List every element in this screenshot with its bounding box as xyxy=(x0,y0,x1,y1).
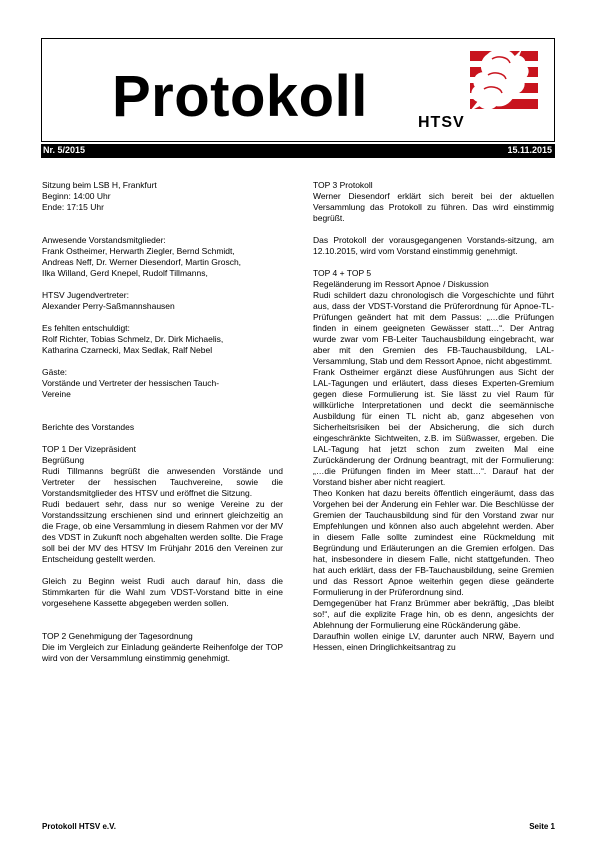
meeting-location: Sitzung beim LSB H, Frankfurt xyxy=(42,180,157,190)
top45-title: TOP 4 + TOP 5 xyxy=(313,268,372,278)
top1-paragraph: Rudi Tillmanns begrüßt die anwesenden Vorstände und Vertreter der hessischen Tauchvereine, sowie die Vorstandsmitglieder des HTSV und eröffnet die Sitzung. xyxy=(42,466,283,498)
guests-line: Vereine xyxy=(42,389,71,399)
htsv-lion-logo xyxy=(418,45,540,115)
board-members-line: Frank Ostheimer, Herwarth Ziegler, Bernd Schmidt, xyxy=(42,246,235,256)
footer-org: Protokoll HTSV e.V. xyxy=(42,822,116,831)
protocol-number: Nr. 5/2015 xyxy=(43,145,86,155)
top3-paragraph: Werner Diesendorf erklärt sich bereit bei der aktuellen Versammlung das Protokoll zu führen. Das wird einstimmig begrüßt. xyxy=(313,191,554,223)
top45-paragraph: Demgegenüber hat Franz Brümmer aber bekräftig, „Das bleibt so!“, auf die explizite Frage hin, ob es denn, angesichts der Ablehnung der Formulierung eine Rückänderung gäbe. xyxy=(313,598,554,630)
protocol-date: 15.11.2015 xyxy=(507,145,552,155)
left-column xyxy=(42,180,283,664)
top1-subtitle: Begrüßung xyxy=(42,455,85,465)
guests-heading: Gäste: xyxy=(42,367,68,377)
footer-page-number: Seite 1 xyxy=(529,822,555,831)
excused-heading: Es fehlten entschuldigt: xyxy=(42,323,130,333)
top45-paragraph: Rudi schildert dazu chronologisch die Vorgeschichte und führt aus, dass der VDST-Vorstand die Prüferordnung für Apnoe-TL-Prüfungen geändert hat mit dem Passus: „…die Prüfungen finden in einem geeigneten Gewässer statt…“. Der Antrag wurde zwar vom FB-Leiter Tauchausbildung eingebracht, war aber mit den Gremien des FB-Tauchausbildung, LAL-Versammlung, Stab und dem Ressort Apnoe, nicht abgestimmt. xyxy=(313,290,554,366)
reports-heading: Berichte des Vorstandes xyxy=(42,422,135,432)
excused-line: Rolf Richter, Tobias Schmelz, Dr. Dirk Michaelis, xyxy=(42,334,224,344)
header-box xyxy=(41,38,555,142)
excused-line: Katharina Czarnecki, Max Sedlak, Ralf Nebel xyxy=(42,345,213,355)
header-bar xyxy=(41,144,555,158)
top2-title: TOP 2 Genehmigung der Tagesordnung xyxy=(42,631,193,641)
board-heading: Anwesende Vorstandsmitglieder: xyxy=(42,235,166,245)
top3-paragraph: Das Protokoll der vorausgegangenen Vorstands-sitzung, am 12.10.2015, wird vom Vorstand einstimmig genehmigt. xyxy=(313,235,554,256)
youth-name: Alexander Perry-Saßmannshausen xyxy=(42,301,175,311)
top1-paragraph: Rudi bedauert sehr, dass nur so wenige Vereine zu der Vorstandssitzung erschienen sind und erinnert gleichzeitig an die Frage, ob eine Versammlung in diesem Rahmen vor der MV des VDST in Zukunft noch abgehalten werden sollte. Die Frage soll bei der MV des HTSV Im Frühjahr 2016 den Vereinen zur Entscheidung gestellt werden. xyxy=(42,499,283,564)
top2-paragraph: Die im Vergleich zur Einladung geänderte Reihenfolge der TOP wird von der Versammlung einstimmig genehmigt. xyxy=(42,642,283,663)
right-column xyxy=(313,180,554,653)
top3-title: TOP 3 Protokoll xyxy=(313,180,373,190)
meeting-end: Ende: 17:15 Uhr xyxy=(42,202,104,212)
page-title: Protokoll xyxy=(112,64,368,129)
top45-paragraph: Theo Konken hat dazu bereits öffentlich eingeräumt, dass das Vorgehen bei der Änderung ein Fehler war. Die Beschlüsse der Gremien der Tauchausbildung sind für den Vorstand zwar nur Empfehlungen und können also auch abgelehnt werden. Aber in diesem Falle sollte zumindest eine Rückmeldung mit Begründung und Erläuterungen an die Gremien erfolgen. Das hat, insbesondere in diesem Falle, nicht stattgefunden. Theo hat auch erklärt, dass der FB-Tauchausbildung, seine Gremien und das Ressort Apnoe weiterhin gegen diese geänderte Formulierung in der Prüferordnung sind. xyxy=(313,488,554,597)
top45-paragraph: Daraufhin wollen einige LV, darunter auch NRW, Bayern und Hessen, einen Dringlichkeitsantrag zu xyxy=(313,631,554,652)
board-members-line: Andreas Neff, Dr. Werner Diesendorf, Martin Grosch, xyxy=(42,257,242,267)
top45-paragraph: Frank Ostheimer ergänzt diese Ausführungen aus Sicht der LAL-Tagungen und erläutert, dass dieses Experten-Gremium gegen diese Formulierung ist. Sie lässt zu viel Raum für willkürliche Interpretationen und deckt die seemännische Ausbildung für einen TL nicht ab, ganz abgesehen von Sicherheitsrisiken bei der Absicherung, die sich durch eingeschränkte Sichtweiten, z.B. im Süßwasser, ergeben. Die LAL-Tagung hat jetzt schon zum zweiten Mal eine Zurückänderung der Ordnung beantragt, mit der Formulierung: „…die Prüfungen finden im Meer statt…“. Darauf hat der Vorstand bisher aber nicht reagiert. xyxy=(313,367,554,487)
youth-heading: HTSV Jugendvertreter: xyxy=(42,290,129,300)
top45-subtitle: Regeländerung im Ressort Apnoe / Diskussion xyxy=(313,279,489,289)
org-wordmark: HTSV xyxy=(418,114,465,131)
board-members-line: Ilka Willand, Gerd Knepel, Rudolf Tillmanns, xyxy=(42,268,208,278)
guests-line: Vorstände und Vertreter der hessischen Tauch- xyxy=(42,378,220,388)
meeting-begin: Beginn: 14:00 Uhr xyxy=(42,191,111,201)
top1-paragraph: Gleich zu Beginn weist Rudi auch darauf hin, dass die Stimmkarten für die Wahl zum VDST-Vorstand bitte in eine vorgesehene Kassette abgegeben werden sollen. xyxy=(42,576,283,608)
top1-title: TOP 1 Der Vizepräsident xyxy=(42,444,137,454)
